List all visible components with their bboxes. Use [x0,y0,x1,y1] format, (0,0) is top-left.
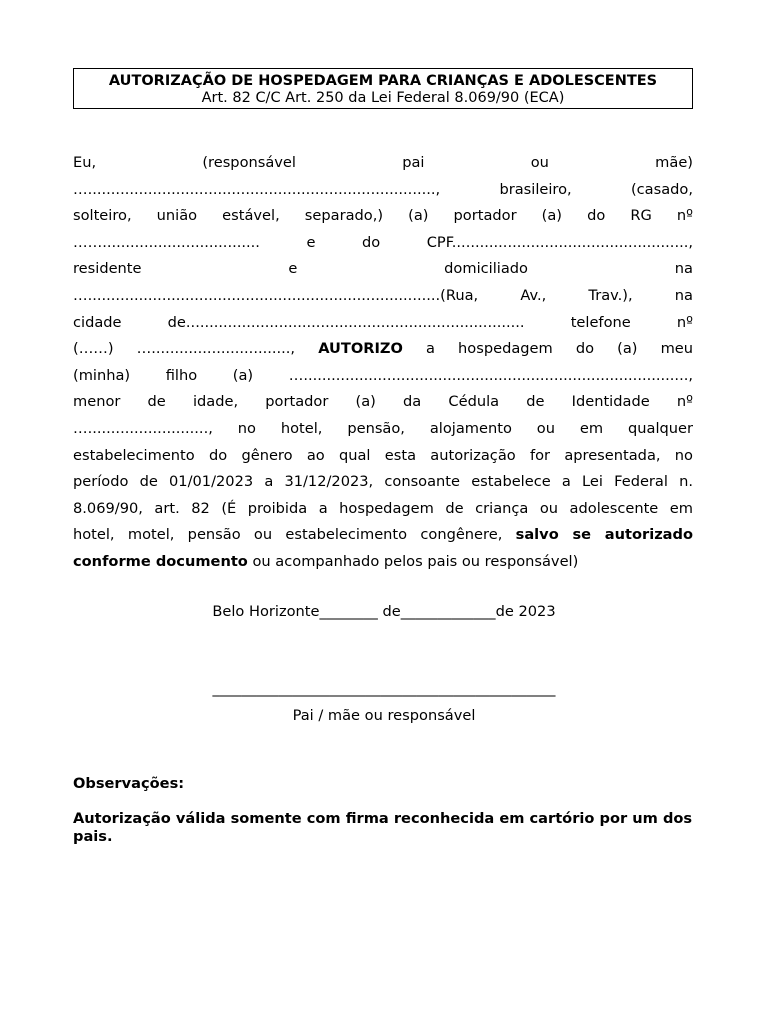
body-line-14: 8.069/90, art. 82 (É proibida a hospedagem de criança ou adolescente em [73,499,693,517]
conforme-documento: conforme documento [73,552,248,570]
body-line-16 [73,549,693,576]
body-line-7: cidade de......................................................................... telefone nº [73,313,693,331]
document-subtitle: Art. 82 C/C Art. 250 da Lei Federal 8.069/90 (ECA) [201,90,565,106]
body-line-8 [73,336,693,363]
body-line-10: menor de idade, portador (a) da Cédula de Identidade nº [73,393,693,411]
body-line-6: …............................................................................(Rua, Av., Trav.), na [73,286,693,304]
body-line-15-text: hotel, motel, pensão ou estabelecimento congênere, [73,526,503,544]
document-title: AUTORIZAÇÃO DE HOSPEDAGEM PARA CRIANÇAS E ADOLESCENTES [108,73,658,89]
body-line-15 [73,522,693,549]
title-box [73,68,693,109]
observations-title: Observações: [73,775,185,792]
body-line-13: período de 01/01/2023 a 31/12/2023, consoante estabelece a Lei Federal n. [73,473,693,491]
body-line-4: …….................................. e do CPF..................................................., [73,233,693,251]
body-line-5: residente e domiciliado na [73,260,693,278]
salvo-se-autorizado: salvo se autorizado [515,526,694,544]
autorizo-keyword: AUTORIZO [318,340,403,358]
body-line-3: solteiro, união estável, separado,) (a) portador (a) do RG nº [73,207,693,225]
body-line-12: estabelecimento do gênero ao qual esta autorização for apresentada, no [73,446,693,464]
body-line-16-rest: ou acompanhado pelos pais ou responsável) [247,552,579,570]
phone-blank: (……) ….............................., [73,340,296,358]
date-line: Belo Horizonte________ de_____________de 2023 [212,603,556,620]
body-line-1: Eu, (responsável pai ou mãe) [73,154,693,171]
signature-line: _______________________________________________ [212,680,556,697]
authorization-body [73,150,693,576]
body-line-9: (minha) filho (a) …..................................................................................., [73,366,693,384]
observations-text: Autorização válida somente com firma reconhecida em cartório por um dos pais. [73,810,693,845]
body-line-2: …..........................................................................., brasileiro, (casado, [73,180,693,198]
body-line-8-rest: a hospedagem do (a) meu [426,340,694,358]
body-line-11: ….........................., no hotel, pensão, alojamento ou em qualquer [73,419,693,437]
signature-label: Pai / mãe ou responsável [292,707,476,724]
